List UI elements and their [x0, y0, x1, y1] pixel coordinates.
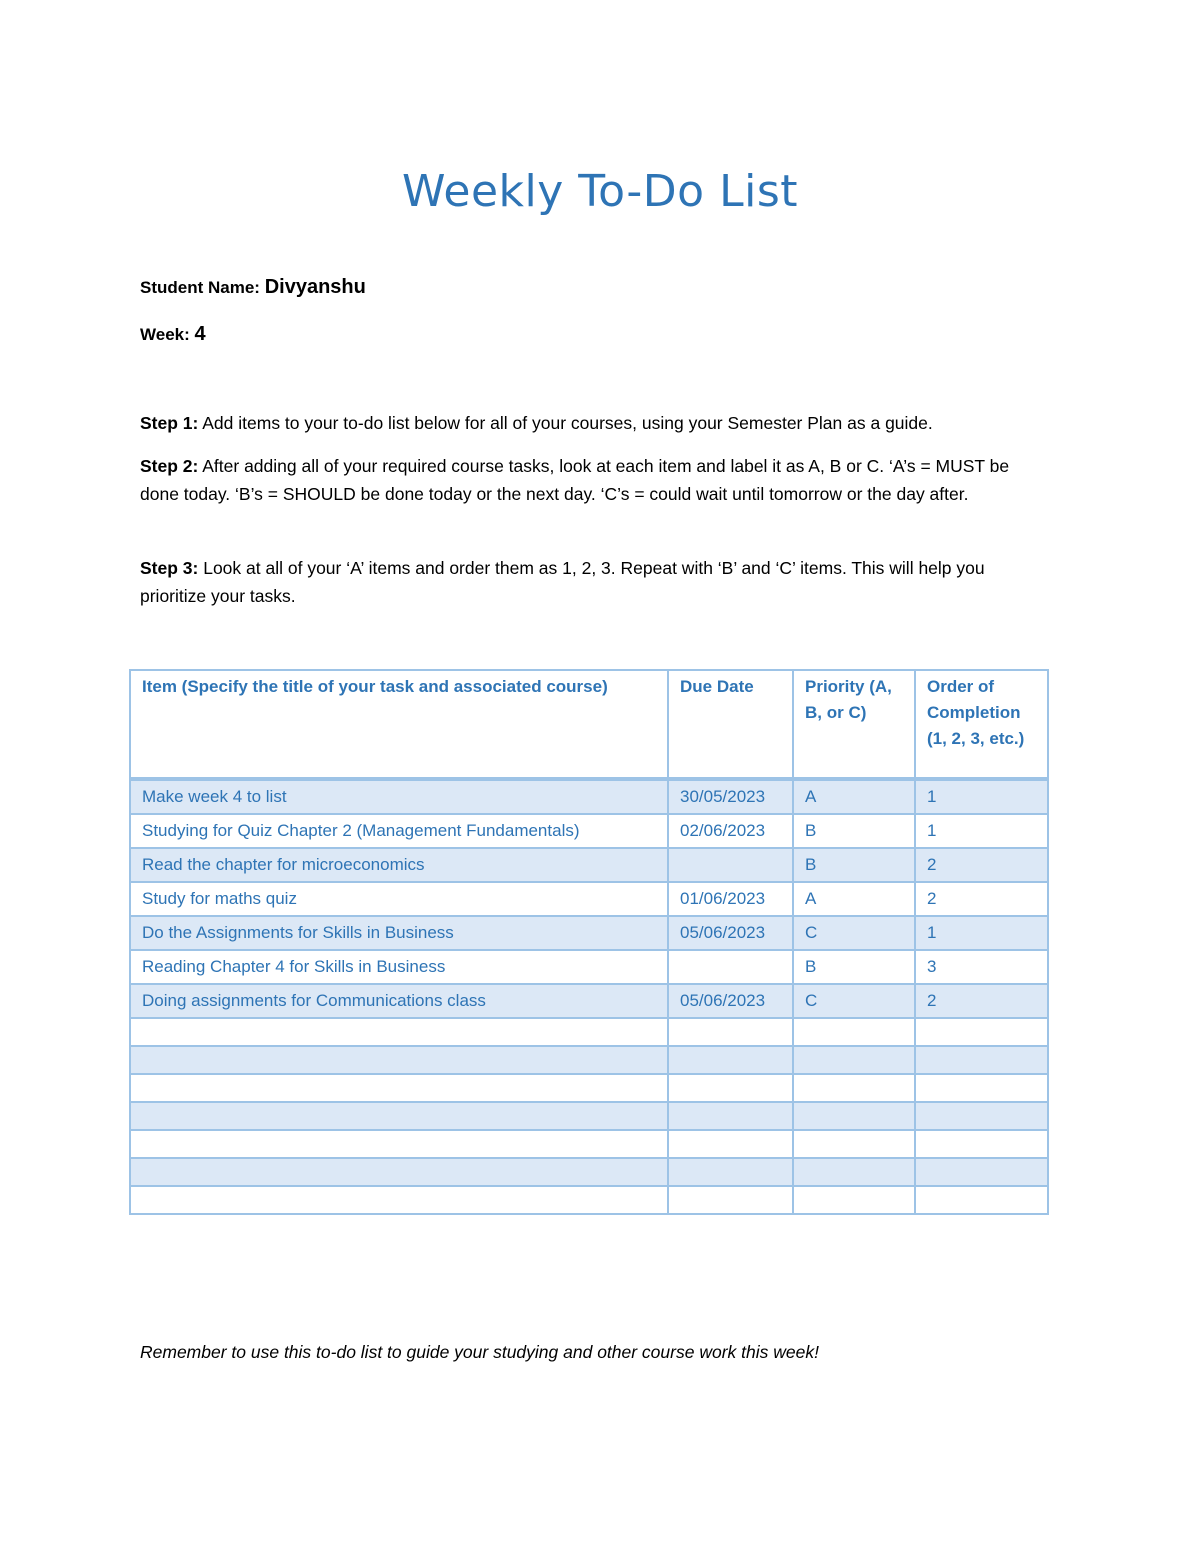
footer-reminder: Remember to use this to-do list to guide your studying and other course work this week!	[140, 1342, 819, 1362]
order-cell[interactable]: 2	[915, 848, 1048, 882]
priority-cell[interactable]: C	[793, 984, 915, 1018]
header-priority: Priority (A, B, or C)	[793, 670, 915, 779]
priority-cell[interactable]: B	[793, 848, 915, 882]
order-cell[interactable]	[915, 1102, 1048, 1130]
step-1	[140, 409, 1060, 437]
priority-cell[interactable]	[793, 1018, 915, 1046]
page-title: Weekly To-Do List	[401, 166, 798, 217]
order-cell[interactable]: 3	[915, 950, 1048, 984]
header-item: Item (Specify the title of your task and associated course)	[130, 670, 668, 779]
item-cell[interactable]	[130, 1158, 668, 1186]
item-cell[interactable]: Studying for Quiz Chapter 2 (Management Fundamentals)	[130, 814, 668, 848]
priority-cell[interactable]	[793, 1102, 915, 1130]
due-date-cell[interactable]	[668, 1074, 793, 1102]
priority-cell[interactable]: A	[793, 882, 915, 916]
todo-table	[129, 669, 1049, 1215]
step-2-text: After adding all of your required course tasks, look at each item and label it as A, B or C. ‘A’s = MUST be done today. ‘B’s = SHOULD be done today or the next day. ‘C’s = could wait until tomorrow or the day after.	[140, 456, 1010, 504]
table-row	[130, 779, 1048, 814]
header-due-date: Due Date	[668, 670, 793, 779]
item-cell[interactable]	[130, 1102, 668, 1130]
due-date-cell[interactable]	[668, 950, 793, 984]
table-row	[130, 1046, 1048, 1074]
step-3-label: Step 3:	[140, 558, 199, 578]
step-1-text: Add items to your to-do list below for all of your courses, using your Semester Plan as a guide.	[198, 413, 933, 433]
step-2	[140, 452, 1045, 508]
table-header-row	[130, 670, 1048, 779]
due-date-cell[interactable]	[668, 1130, 793, 1158]
due-date-cell[interactable]	[668, 848, 793, 882]
priority-cell[interactable]: A	[793, 779, 915, 814]
due-date-cell[interactable]	[668, 1186, 793, 1214]
due-date-cell[interactable]: 30/05/2023	[668, 779, 793, 814]
step-1-label: Step 1:	[140, 413, 199, 433]
order-cell[interactable]: 1	[915, 779, 1048, 814]
order-cell[interactable]	[915, 1186, 1048, 1214]
item-cell[interactable]: Study for maths quiz	[130, 882, 668, 916]
item-cell[interactable]: Doing assignments for Communications class	[130, 984, 668, 1018]
due-date-cell[interactable]: 05/06/2023	[668, 984, 793, 1018]
order-cell[interactable]	[915, 1158, 1048, 1186]
table-row	[130, 1158, 1048, 1186]
table-row	[130, 1018, 1048, 1046]
table-row	[130, 950, 1048, 984]
due-date-cell[interactable]	[668, 1046, 793, 1074]
due-date-cell[interactable]	[668, 1158, 793, 1186]
table-row	[130, 814, 1048, 848]
order-cell[interactable]	[915, 1074, 1048, 1102]
due-date-cell[interactable]: 01/06/2023	[668, 882, 793, 916]
item-cell[interactable]: Make week 4 to list	[130, 779, 668, 814]
order-cell[interactable]: 1	[915, 916, 1048, 950]
priority-cell[interactable]: B	[793, 950, 915, 984]
table-row	[130, 1074, 1048, 1102]
priority-cell[interactable]: C	[793, 916, 915, 950]
order-cell[interactable]: 2	[915, 984, 1048, 1018]
student-name-value: Divyanshu	[264, 276, 366, 298]
week-value: 4	[194, 323, 206, 345]
table-row	[130, 882, 1048, 916]
table-row	[130, 848, 1048, 882]
order-cell[interactable]	[915, 1018, 1048, 1046]
due-date-cell[interactable]	[668, 1102, 793, 1130]
order-cell[interactable]: 2	[915, 882, 1048, 916]
week-field	[140, 323, 206, 346]
order-cell[interactable]	[915, 1046, 1048, 1074]
due-date-cell[interactable]	[668, 1018, 793, 1046]
step-3-text: Look at all of your ‘A’ items and order them as 1, 2, 3. Repeat with ‘B’ and ‘C’ items. This will help you prioritize your tasks.	[140, 558, 985, 606]
table-row	[130, 1186, 1048, 1214]
table-row	[130, 916, 1048, 950]
item-cell[interactable]	[130, 1018, 668, 1046]
due-date-cell[interactable]: 05/06/2023	[668, 916, 793, 950]
item-cell[interactable]	[130, 1130, 668, 1158]
priority-cell[interactable]: B	[793, 814, 915, 848]
student-name-field	[140, 276, 366, 299]
item-cell[interactable]	[130, 1074, 668, 1102]
due-date-cell[interactable]: 02/06/2023	[668, 814, 793, 848]
week-label: Week:	[140, 325, 190, 344]
item-cell[interactable]	[130, 1186, 668, 1214]
order-cell[interactable]: 1	[915, 814, 1048, 848]
priority-cell[interactable]	[793, 1074, 915, 1102]
priority-cell[interactable]	[793, 1186, 915, 1214]
table-row	[130, 1102, 1048, 1130]
priority-cell[interactable]	[793, 1130, 915, 1158]
priority-cell[interactable]	[793, 1158, 915, 1186]
item-cell[interactable]: Reading Chapter 4 for Skills in Business	[130, 950, 668, 984]
order-cell[interactable]	[915, 1130, 1048, 1158]
item-cell[interactable]	[130, 1046, 668, 1074]
table-row	[130, 984, 1048, 1018]
header-order: Order of Completion (1, 2, 3, etc.)	[915, 670, 1048, 779]
item-cell[interactable]: Do the Assignments for Skills in Business	[130, 916, 668, 950]
table-row	[130, 1130, 1048, 1158]
item-cell[interactable]: Read the chapter for microeconomics	[130, 848, 668, 882]
student-name-label: Student Name:	[140, 278, 260, 297]
step-2-label: Step 2:	[140, 456, 199, 476]
priority-cell[interactable]	[793, 1046, 915, 1074]
step-3	[140, 554, 1055, 610]
